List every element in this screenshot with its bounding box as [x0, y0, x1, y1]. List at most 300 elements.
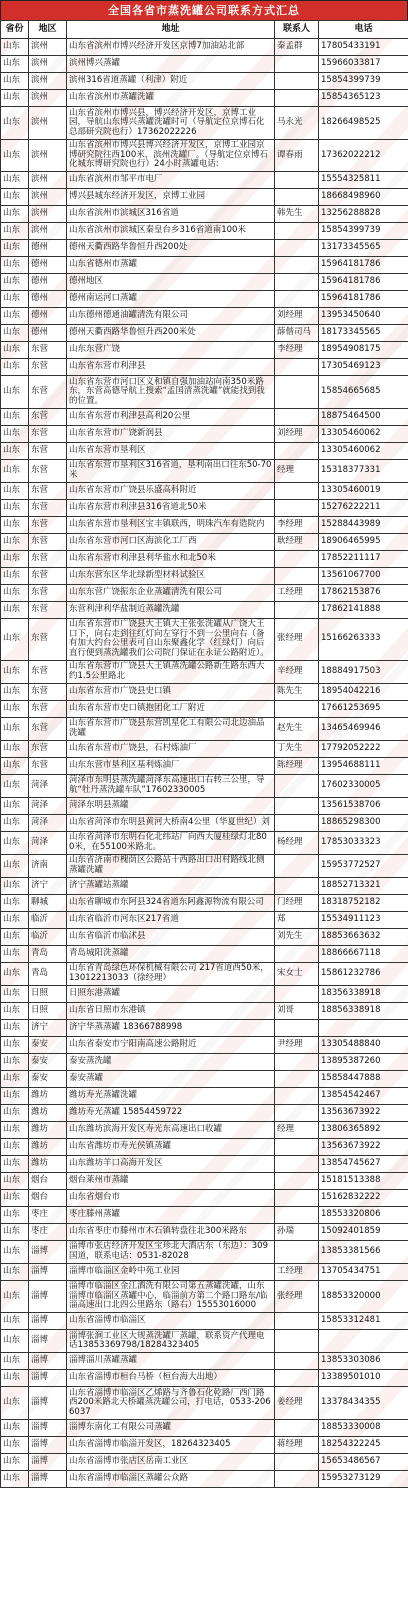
table-row [1, 1206, 408, 1223]
table-row [1, 359, 408, 376]
region-cell: 枣庄 [29, 1206, 67, 1223]
phone-cell: 18866667118 [319, 945, 408, 962]
contact-cell [275, 1070, 319, 1087]
contact-cell: 刘哥 [275, 1002, 319, 1019]
table-row [1, 1436, 408, 1453]
phone-cell: 17805433191 [319, 39, 408, 56]
table-row [1, 683, 408, 700]
contact-cell [275, 499, 319, 516]
contact-cell: 孙瑞 [275, 1223, 319, 1240]
province-cell: 山东 [1, 1280, 29, 1313]
address-cell: 青岛城阳洗蒸罐 [67, 945, 275, 962]
contact-cell [275, 408, 319, 425]
address-cell: 淄博市临淄区金江酒洗有限公司第五蒸罐洗罐，山东淄博市临淄区蒸罐中心，临淄前方第二个路口路东/临淄高速出口北四公里路东（路右）15553016000 [67, 1280, 275, 1313]
address-cell: 菏泽东明县蒸罐 [67, 797, 275, 814]
table-row [1, 482, 408, 499]
province-cell: 山东 [1, 139, 29, 172]
contact-cell [275, 1419, 319, 1436]
contact-cell: 张经理 [275, 1280, 319, 1313]
address-cell: 山东省德州市蒸罐 [67, 257, 275, 274]
contact-cell [275, 482, 319, 499]
region-cell: 东营 [29, 376, 67, 409]
address-cell: 山东省东营市利津县高利20公里 [67, 408, 275, 425]
address-cell: 烟台莱州市蒸罐 [67, 1172, 275, 1189]
phone-cell: 18318752182 [319, 894, 408, 911]
province-cell: 山东 [1, 73, 29, 90]
contact-cell [275, 291, 319, 308]
phone-cell: 15181513388 [319, 1172, 408, 1189]
province-cell: 山东 [1, 1138, 29, 1155]
table-row [1, 928, 408, 945]
province-cell: 山东 [1, 442, 29, 459]
address-cell: 山东省淄博市临淄区蒸罐公众路 [67, 1470, 275, 1487]
region-cell: 潍坊 [29, 1104, 67, 1121]
contact-cell [275, 376, 319, 409]
table-row [1, 1470, 408, 1487]
region-cell: 德州 [29, 325, 67, 342]
region-cell: 菏泽 [29, 831, 67, 854]
contact-cell: 张经理 [275, 618, 319, 660]
phone-cell: 15092401859 [319, 1223, 408, 1240]
contact-cell [275, 877, 319, 894]
address-cell: 淄博市张店经济开发区宝珍北大酒店东（东边）：309国道，联系电话：0531-82028 [67, 1240, 275, 1263]
province-cell: 山东 [1, 90, 29, 107]
table-row [1, 1387, 408, 1420]
region-cell: 东营 [29, 601, 67, 618]
province-cell: 山东 [1, 660, 29, 683]
contact-cell [275, 442, 319, 459]
region-cell: 日照 [29, 1002, 67, 1019]
table-body [1, 39, 408, 1488]
contact-cell [275, 945, 319, 962]
phone-cell: 15276222211 [319, 499, 408, 516]
contact-cell: 蒋经理 [275, 1436, 319, 1453]
region-cell: 济宁 [29, 1019, 67, 1036]
contact-cell: 宋女士 [275, 962, 319, 985]
table-row [1, 1263, 408, 1280]
address-cell: 山东省泰安市宁阳南高速公路附近 [67, 1036, 275, 1053]
phone-cell [319, 1019, 408, 1036]
province-cell: 山东 [1, 499, 29, 516]
address-cell: 山东省临沂市临沭县 [67, 928, 275, 945]
phone-cell: 13389501010 [319, 1370, 408, 1387]
phone-cell: 18884917503 [319, 660, 408, 683]
province-cell: 山东 [1, 911, 29, 928]
province-cell: 山东 [1, 257, 29, 274]
address-cell: 泰安蒸罐 [67, 1070, 275, 1087]
province-cell: 山东 [1, 1070, 29, 1087]
province-cell: 山东 [1, 1387, 29, 1420]
table-row [1, 1087, 408, 1104]
province-cell: 山东 [1, 928, 29, 945]
address-cell: 山东潍坊滨海开发区寿光东高速出口收罐 [67, 1121, 275, 1138]
province-cell: 山东 [1, 962, 29, 985]
phone-cell: 17792052222 [319, 740, 408, 757]
province-cell: 山东 [1, 1155, 29, 1172]
phone-cell: 13256288828 [319, 206, 408, 223]
region-cell: 淄博 [29, 1263, 67, 1280]
region-cell: 潍坊 [29, 1155, 67, 1172]
region-cell: 淄博 [29, 1436, 67, 1453]
table-row [1, 342, 408, 359]
province-cell: 山东 [1, 757, 29, 774]
phone-cell: 15854665685 [319, 376, 408, 409]
table-row [1, 831, 408, 854]
address-cell: 山东省东营市利津县316省道北50米 [67, 499, 275, 516]
contact-cell: 经理 [275, 459, 319, 482]
address-cell: 济宁蒸罐站蒸罐 [67, 877, 275, 894]
address-cell: 山东省东营市利津县 [67, 359, 275, 376]
contact-cell [275, 359, 319, 376]
address-cell: 山东省淄博市临淄区 [67, 1313, 275, 1330]
phone-cell: 17661253695 [319, 700, 408, 717]
column-header-phone: 电话 [319, 21, 408, 39]
phone-cell: 15166263333 [319, 618, 408, 660]
phone-cell: 13705434751 [319, 1263, 408, 1280]
province-cell: 山东 [1, 1470, 29, 1487]
address-cell: 东营利津利华盐制近蒸罐洗罐 [67, 601, 275, 618]
phone-cell: 13305488840 [319, 1036, 408, 1053]
table-row [1, 877, 408, 894]
region-cell: 滨州 [29, 206, 67, 223]
province-cell: 山东 [1, 1104, 29, 1121]
province-cell: 山东 [1, 797, 29, 814]
address-cell: 淄博市临淄区金岭中苑工业园 [67, 1263, 275, 1280]
table-row [1, 945, 408, 962]
table-row [1, 814, 408, 831]
phone-cell: 15861232786 [319, 962, 408, 985]
table-row [1, 1104, 408, 1121]
phone-cell: 13563673922 [319, 1104, 408, 1121]
region-cell: 滨州 [29, 90, 67, 107]
region-cell: 潍坊 [29, 1087, 67, 1104]
phone-cell: 13853381566 [319, 1240, 408, 1263]
region-cell: 淄博 [29, 1387, 67, 1420]
province-cell: 山东 [1, 240, 29, 257]
contact-cell: 工经理 [275, 1263, 319, 1280]
province-cell: 山东 [1, 274, 29, 291]
phone-cell: 17852211117 [319, 550, 408, 567]
table-row [1, 911, 408, 928]
phone-cell [319, 1330, 408, 1353]
address-cell: 山东省菏泽市东明县黄河大桥南4公里（华夏世纪）刘 [67, 814, 275, 831]
phone-cell: 15953772527 [319, 854, 408, 877]
region-cell: 滨州 [29, 56, 67, 73]
province-cell: 山东 [1, 618, 29, 660]
phone-cell: 18852713321 [319, 877, 408, 894]
region-cell: 菏泽 [29, 797, 67, 814]
address-cell: 德州地区 [67, 274, 275, 291]
table-row [1, 442, 408, 459]
phone-cell: 15854365123 [319, 90, 408, 107]
table-row [1, 1019, 408, 1036]
region-cell: 东营 [29, 567, 67, 584]
province-cell: 山东 [1, 740, 29, 757]
region-cell: 淄博 [29, 1370, 67, 1387]
region-cell: 东营 [29, 499, 67, 516]
contact-cell [275, 1104, 319, 1121]
contact-cell [275, 1019, 319, 1036]
region-cell: 菏泽 [29, 774, 67, 797]
province-cell: 山东 [1, 1087, 29, 1104]
province-cell: 山东 [1, 1436, 29, 1453]
table-row [1, 206, 408, 223]
region-cell: 滨州 [29, 107, 67, 140]
contact-cell: 陈先生 [275, 683, 319, 700]
region-cell: 东营 [29, 683, 67, 700]
phone-cell: 18853663632 [319, 928, 408, 945]
contact-cell: 赵先生 [275, 717, 319, 740]
province-cell: 山东 [1, 1330, 29, 1353]
contact-cell: 刘经理 [275, 425, 319, 442]
contact-cell: 杨经理 [275, 831, 319, 854]
phone-cell: 15858447888 [319, 1070, 408, 1087]
region-cell: 泰安 [29, 1070, 67, 1087]
address-cell: 山东省滨州市滨城区秦皇台乡316省道南100米 [67, 223, 275, 240]
province-cell: 山东 [1, 107, 29, 140]
address-cell: 滨州博兴蒸罐 [67, 56, 275, 73]
contact-cell: 韩先生 [275, 206, 319, 223]
table-row [1, 274, 408, 291]
contact-table [0, 20, 408, 1488]
contact-cell [275, 854, 319, 877]
region-cell: 东营 [29, 408, 67, 425]
region-cell: 东营 [29, 550, 67, 567]
address-cell: 山东省济南市槐荫区公路站十西路出口出村路线北侧蒸罐洗罐 [67, 854, 275, 877]
address-cell: 山东省青岛绿色环保机械有限公司 217省道西50米，13012213033（徐经理） [67, 962, 275, 985]
province-cell: 山东 [1, 459, 29, 482]
contact-cell [275, 774, 319, 797]
contact-cell [275, 1313, 319, 1330]
table-row [1, 376, 408, 409]
region-cell: 泰安 [29, 1036, 67, 1053]
table-row [1, 660, 408, 683]
table-row [1, 1121, 408, 1138]
address-cell: 日照东港蒸罐 [67, 985, 275, 1002]
province-cell: 山东 [1, 601, 29, 618]
table-row [1, 1223, 408, 1240]
table-row [1, 1353, 408, 1370]
address-cell: 山东省淄博市桓台马桥（桓台海大出地） [67, 1370, 275, 1387]
region-cell: 临沂 [29, 928, 67, 945]
phone-cell: 15534911123 [319, 911, 408, 928]
phone-cell: 13561538706 [319, 797, 408, 814]
phone-cell: 17305469123 [319, 359, 408, 376]
region-cell: 青岛 [29, 945, 67, 962]
phone-cell: 18875464500 [319, 408, 408, 425]
column-header-address: 地址 [67, 21, 275, 39]
province-cell: 山东 [1, 877, 29, 894]
phone-cell: 17853033323 [319, 831, 408, 854]
address-cell: 德州天衢西路华鲁恒升西200米处 [67, 325, 275, 342]
province-cell: 山东 [1, 325, 29, 342]
region-cell: 聊城 [29, 894, 67, 911]
phone-cell: 15853312481 [319, 1313, 408, 1330]
region-cell: 东营 [29, 618, 67, 660]
address-cell: 山东省东营市广饶县大王镇大王张张洗罐从广饶大王口下，向右走到往红灯向左穿行不到一公里向右（备有加大约台公里表可自山东聚鑫化学（红绿灯）向后直行便到蒸洗罐我们公司院门保证在永证公路附近）。 [67, 618, 275, 660]
table-row [1, 584, 408, 601]
province-cell: 山东 [1, 550, 29, 567]
region-cell: 淄博 [29, 1330, 67, 1353]
region-cell: 济宁 [29, 877, 67, 894]
address-cell: 山东省东营市史口镇抱团化工厂附近 [67, 700, 275, 717]
province-cell: 山东 [1, 854, 29, 877]
address-cell: 德州南运河口蒸罐 [67, 291, 275, 308]
province-cell: 山东 [1, 1053, 29, 1070]
region-cell: 东营 [29, 584, 67, 601]
table-row [1, 499, 408, 516]
contact-cell: 李经理 [275, 342, 319, 359]
province-cell: 山东 [1, 189, 29, 206]
address-cell: 山东东营广饶 [67, 342, 275, 359]
province-cell: 山东 [1, 894, 29, 911]
contact-cell [275, 73, 319, 90]
address-cell: 淄博淄川蒸罐蒸罐 [67, 1353, 275, 1370]
province-cell: 山东 [1, 1313, 29, 1330]
page-title: 全国各省市蒸洗罐公司联系方式汇总 [0, 0, 408, 20]
address-cell: 山东省滨州市蒸罐洗罐 [67, 90, 275, 107]
address-cell: 山东省东营市河口区义和镇自强加油站向南350米路东，东营高德导航上搜索“孟国清蒸洗罐”就能找到我的位置。 [67, 376, 275, 409]
region-cell: 淄博 [29, 1470, 67, 1487]
region-cell: 德州 [29, 274, 67, 291]
phone-cell: 15854399739 [319, 73, 408, 90]
phone-cell: 18173345565 [319, 325, 408, 342]
contact-cell: 辛经理 [275, 660, 319, 683]
table-row [1, 73, 408, 90]
address-cell: 山东省东营市利津县利华盐水和北50米 [67, 550, 275, 567]
table-row [1, 1189, 408, 1206]
province-cell: 山东 [1, 774, 29, 797]
province-cell: 山东 [1, 482, 29, 499]
contact-cell: 郑 [275, 911, 319, 928]
province-cell: 山东 [1, 291, 29, 308]
table-row [1, 1453, 408, 1470]
table-row [1, 223, 408, 240]
contact-cell: 秦孟群 [275, 39, 319, 56]
table-row [1, 1002, 408, 1019]
region-cell: 东营 [29, 516, 67, 533]
contact-cell: 经理 [275, 1121, 319, 1138]
region-cell: 济南 [29, 854, 67, 877]
phone-cell: 13854542467 [319, 1087, 408, 1104]
contact-cell [275, 90, 319, 107]
province-cell: 山东 [1, 39, 29, 56]
table-row [1, 962, 408, 985]
contact-cell [275, 567, 319, 584]
contact-cell [275, 550, 319, 567]
phone-cell: 17362022212 [319, 139, 408, 172]
province-cell: 山东 [1, 408, 29, 425]
table-row [1, 39, 408, 56]
table-row [1, 308, 408, 325]
province-cell: 山东 [1, 1121, 29, 1138]
phone-cell: 13953450640 [319, 308, 408, 325]
region-cell: 滨州 [29, 223, 67, 240]
region-cell: 东营 [29, 342, 67, 359]
region-cell: 德州 [29, 240, 67, 257]
contact-cell [275, 274, 319, 291]
address-cell: 山东省滨州市博兴县，博兴经济开发区，京博工业园，导航山东博兴蒸罐洗罐时可（导航定位京博石化总部研究院也行）17362022226 [67, 107, 275, 140]
address-cell: 山东东营市垦利区基利炼油厂 [67, 757, 275, 774]
table-row [1, 107, 408, 140]
region-cell: 滨州 [29, 139, 67, 172]
address-cell: 山东省潍坊市寿光侯镇蒸罐 [67, 1138, 275, 1155]
region-cell: 潍坊 [29, 1138, 67, 1155]
region-cell: 东营 [29, 425, 67, 442]
contact-cell: 马永光 [275, 107, 319, 140]
address-cell: 山东省滨州市博兴县博兴经济开发区，京博工业园京博研究院往西100米，滨州洗罐厂。（导航定位京博石化城东博研究院也行）24小时蒸罐电话: [67, 139, 275, 172]
contact-cell: 工经理 [275, 584, 319, 601]
phone-cell: 18865298300 [319, 814, 408, 831]
address-cell: 山东省淄博市张店区岳南工业区 [67, 1453, 275, 1470]
address-cell: 山东省东营市垦利区宝丰镇联西，明珠汽车有造院内 [67, 516, 275, 533]
address-cell: 泰安蒸洗罐 [67, 1053, 275, 1070]
region-cell: 淄博 [29, 1453, 67, 1470]
province-cell: 山东 [1, 945, 29, 962]
phone-cell: 13173345565 [319, 240, 408, 257]
address-cell: 山东省淄博市临淄开发区，18264323405 [67, 1436, 275, 1453]
province-cell: 山东 [1, 1189, 29, 1206]
address-cell: 山东省聊城市东阿县324省道东阿鑫源物流有限公司 [67, 894, 275, 911]
phone-cell: 15953273129 [319, 1470, 408, 1487]
phone-cell: 13895387260 [319, 1053, 408, 1070]
region-cell: 淄博 [29, 1419, 67, 1436]
contact-cell [275, 1353, 319, 1370]
address-cell: 山东东营广饶振东企业蒸罐清洗有限公司 [67, 584, 275, 601]
contact-cell: 尹经理 [275, 1036, 319, 1053]
table-row [1, 325, 408, 342]
column-header-province: 省份 [1, 21, 29, 39]
phone-cell: 18856338918 [319, 1002, 408, 1019]
contact-cell: 刘经理 [275, 308, 319, 325]
address-cell: 山东省东营市广饶新润县 [67, 425, 275, 442]
province-cell: 山东 [1, 206, 29, 223]
region-cell: 滨州 [29, 172, 67, 189]
phone-cell: 13561067700 [319, 567, 408, 584]
province-cell: 山东 [1, 1206, 29, 1223]
region-cell: 淄博 [29, 1353, 67, 1370]
address-cell: 山东东营东区华北绿新型材料试验区 [67, 567, 275, 584]
region-cell: 东营 [29, 717, 67, 740]
contact-cell [275, 1470, 319, 1487]
table-row [1, 56, 408, 73]
phone-cell: 15162832222 [319, 1189, 408, 1206]
contact-cell [275, 1189, 319, 1206]
province-cell: 山东 [1, 342, 29, 359]
contact-cell: 谭春雨 [275, 139, 319, 172]
province-cell: 山东 [1, 1002, 29, 1019]
table-row [1, 408, 408, 425]
address-cell: 山东省东营市广饶县东营凯星化工有限公司北边油品洗罐 [67, 717, 275, 740]
address-cell: 山东德州德通油罐清洗有限公司 [67, 308, 275, 325]
address-cell: 山东省东营市垦利区 [67, 442, 275, 459]
contact-cell [275, 700, 319, 717]
table-row [1, 425, 408, 442]
province-cell: 山东 [1, 359, 29, 376]
table-row [1, 854, 408, 877]
region-cell: 德州 [29, 308, 67, 325]
phone-cell: 13305460019 [319, 482, 408, 499]
region-cell: 淄博 [29, 1240, 67, 1263]
table-row [1, 516, 408, 533]
contact-cell [275, 1138, 319, 1155]
region-cell: 菏泽 [29, 814, 67, 831]
address-cell: 山东省东营市河口区海滨化工厂西 [67, 533, 275, 550]
province-cell: 山东 [1, 1263, 29, 1280]
contact-cell: 陈经理 [275, 757, 319, 774]
province-cell: 山东 [1, 172, 29, 189]
contact-cell: 门经理 [275, 894, 319, 911]
